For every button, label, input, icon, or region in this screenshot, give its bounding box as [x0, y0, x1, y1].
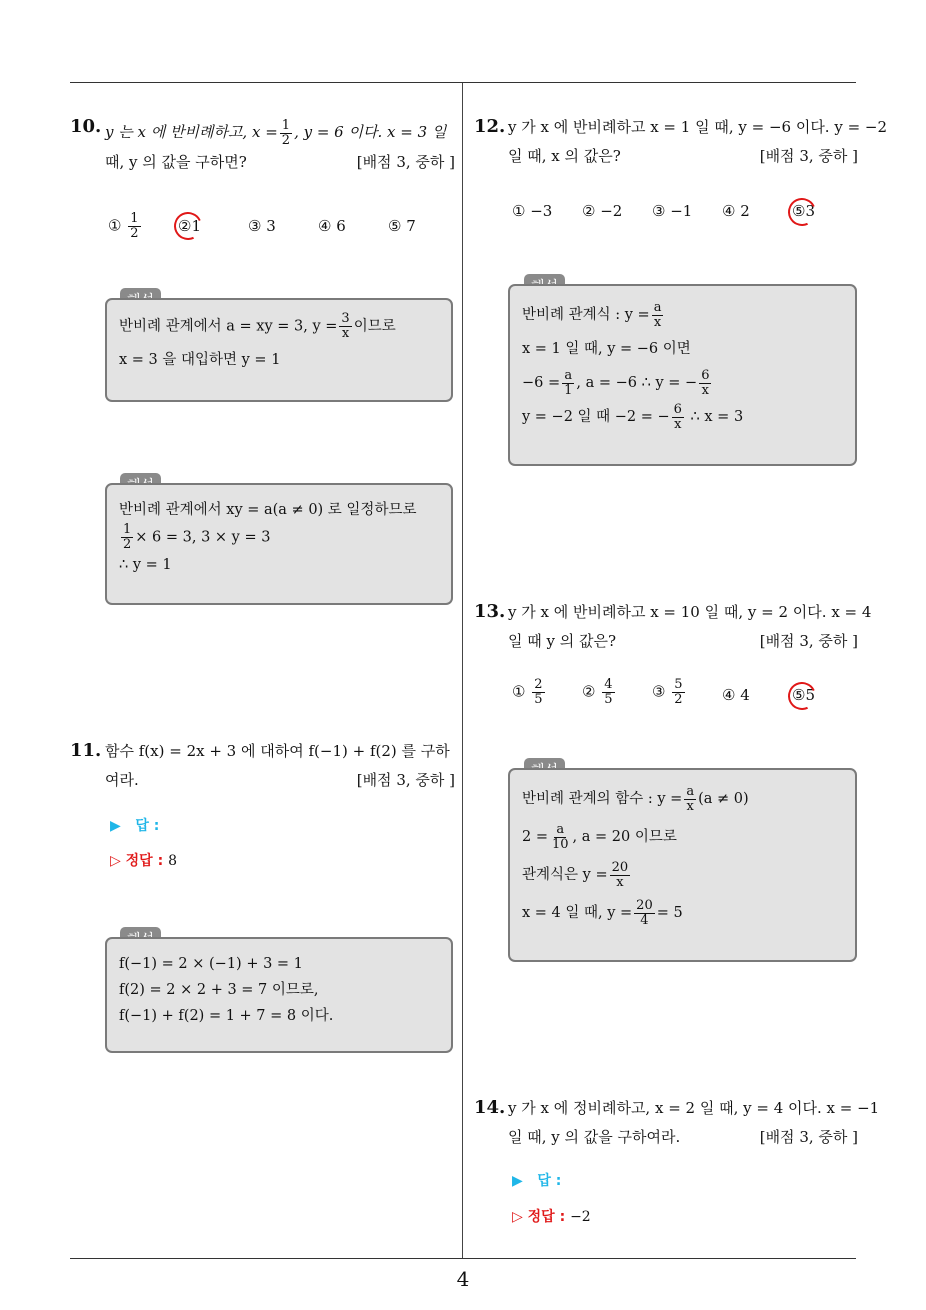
choice-1[interactable]: ① $\frac{1}{2}$	[108, 211, 139, 241]
question-11-meta: [배점 3, 중하 ]	[356, 771, 455, 789]
question-10-solution-2: 반비례 관계에서 xy = a(a ≠ 0) 로 일정하므로 $\frac{1}{2}$ × 6 = 3, 3 × y = 3 ∴ y = 1	[105, 483, 453, 605]
question-11-text: 함수 f(x) = 2x + 3 에 대하여 f(−1) + f(2) 를 구하 여라. [배점 3, 중하 ]	[105, 737, 455, 795]
choice-2[interactable]: ② −2	[582, 202, 623, 220]
selected-answer-circle	[170, 208, 206, 244]
question-13-number: 13.	[474, 601, 506, 622]
question-13-solution: 반비례 관계의 함수 : y = $\frac{a}{x}$ (a ≠ 0) 2 = $\frac{a}{10}$ , a = 20 이므로 관계식은 y = $\frac{20}{x}$ x = 4 일 때, y = $\frac{20}{4}$ = 5	[508, 768, 857, 962]
selected-answer-circle	[784, 678, 820, 714]
page-number: 4	[456, 1267, 470, 1291]
choice-4[interactable]: ④ 6	[318, 217, 346, 235]
question-10-number: 10.	[70, 116, 102, 137]
question-13-choices	[512, 678, 852, 718]
question-12-choices	[512, 200, 852, 230]
question-13-text: y 가 x 에 반비례하고 x = 10 일 때, y = 2 이다. x = 4 일 때 y 의 값은? [배점 3, 중하 ]	[508, 598, 858, 656]
selected-answer-circle	[784, 194, 820, 230]
choice-3[interactable]: ③ −1	[652, 202, 693, 220]
question-13-meta: [배점 3, 중하 ]	[759, 632, 858, 650]
choice-5[interactable]: ⑤3	[792, 202, 815, 220]
outline-arrow-icon: ▷	[512, 1209, 523, 1225]
top-rule	[70, 82, 856, 83]
question-11-solution: f(−1) = 2 × (−1) + 3 = 1 f(2) = 2 × 2 + 3 = 7 이므로, f(−1) + f(2) = 1 + 7 = 8 이다.	[105, 937, 453, 1053]
question-12-number: 12.	[474, 116, 506, 137]
play-arrow-icon: ▶	[110, 818, 121, 834]
choice-3[interactable]: ③ 3	[248, 217, 276, 235]
choice-1[interactable]: ① −3	[512, 202, 553, 220]
choice-2[interactable]: ②1	[178, 217, 201, 235]
question-10-solution-1: 반비례 관계에서 a = xy = 3, y = $\frac{3}{x}$ 이므로 x = 3 을 대입하면 y = 1	[105, 298, 453, 402]
question-10-text: y 는 x 에 반비례하고, x = $\frac{1}{2}$ , y = 6 이다. x = 3 일 때, y 의 값을 구하면? [배점 3, 중하 ]	[105, 118, 455, 177]
choice-4[interactable]: ④ 2	[722, 202, 750, 220]
play-arrow-icon: ▶	[512, 1173, 523, 1189]
question-12-meta: [배점 3, 중하 ]	[759, 147, 858, 165]
choice-2[interactable]: ② $\frac{4}{5}$	[582, 677, 613, 707]
choice-5[interactable]: ⑤5	[792, 686, 815, 704]
correct-answer-row: ▷ 정답 : 8	[110, 853, 177, 869]
question-14-number: 14.	[474, 1097, 506, 1118]
column-divider	[462, 83, 463, 1259]
bottom-rule	[70, 1258, 856, 1259]
choice-4[interactable]: ④ 4	[722, 686, 750, 704]
question-12-solution: 반비례 관계식 : y = $\frac{a}{x}$ x = 1 일 때, y = −6 이면 −6 = $\frac{a}{1}$ , a = −6 ∴ y = − $\frac{6}{x}$ y = −2 일 때 −2 = − $\frac{6}{x}$ ∴ x = 3	[508, 284, 857, 466]
question-11-number: 11.	[70, 740, 102, 761]
choice-1[interactable]: ① $\frac{2}{5}$	[512, 677, 543, 707]
question-12-text: y 가 x 에 반비례하고 x = 1 일 때, y = −6 이다. y = −2 일 때, x 의 값은? [배점 3, 중하 ]	[508, 113, 858, 171]
question-14-meta: [배점 3, 중하 ]	[759, 1128, 858, 1146]
outline-arrow-icon: ▷	[110, 853, 121, 869]
answer-row[interactable]: ▶ 답 :	[512, 1173, 562, 1189]
question-10-choices	[108, 210, 448, 250]
answer-row[interactable]: ▶ 답 :	[110, 818, 160, 834]
question-10-meta: [배점 3, 중하 ]	[356, 152, 455, 171]
choice-3[interactable]: ③ $\frac{5}{2}$	[652, 677, 683, 707]
correct-answer-row: ▷ 정답 : −2	[512, 1209, 591, 1225]
fraction: $\frac{1}{2}$	[281, 117, 291, 148]
question-14-text: y 가 x 에 정비례하고, x = 2 일 때, y = 4 이다. x = −1 일 때, y 의 값을 구하여라. [배점 3, 중하 ]	[508, 1094, 858, 1152]
choice-5[interactable]: ⑤ 7	[388, 217, 416, 235]
